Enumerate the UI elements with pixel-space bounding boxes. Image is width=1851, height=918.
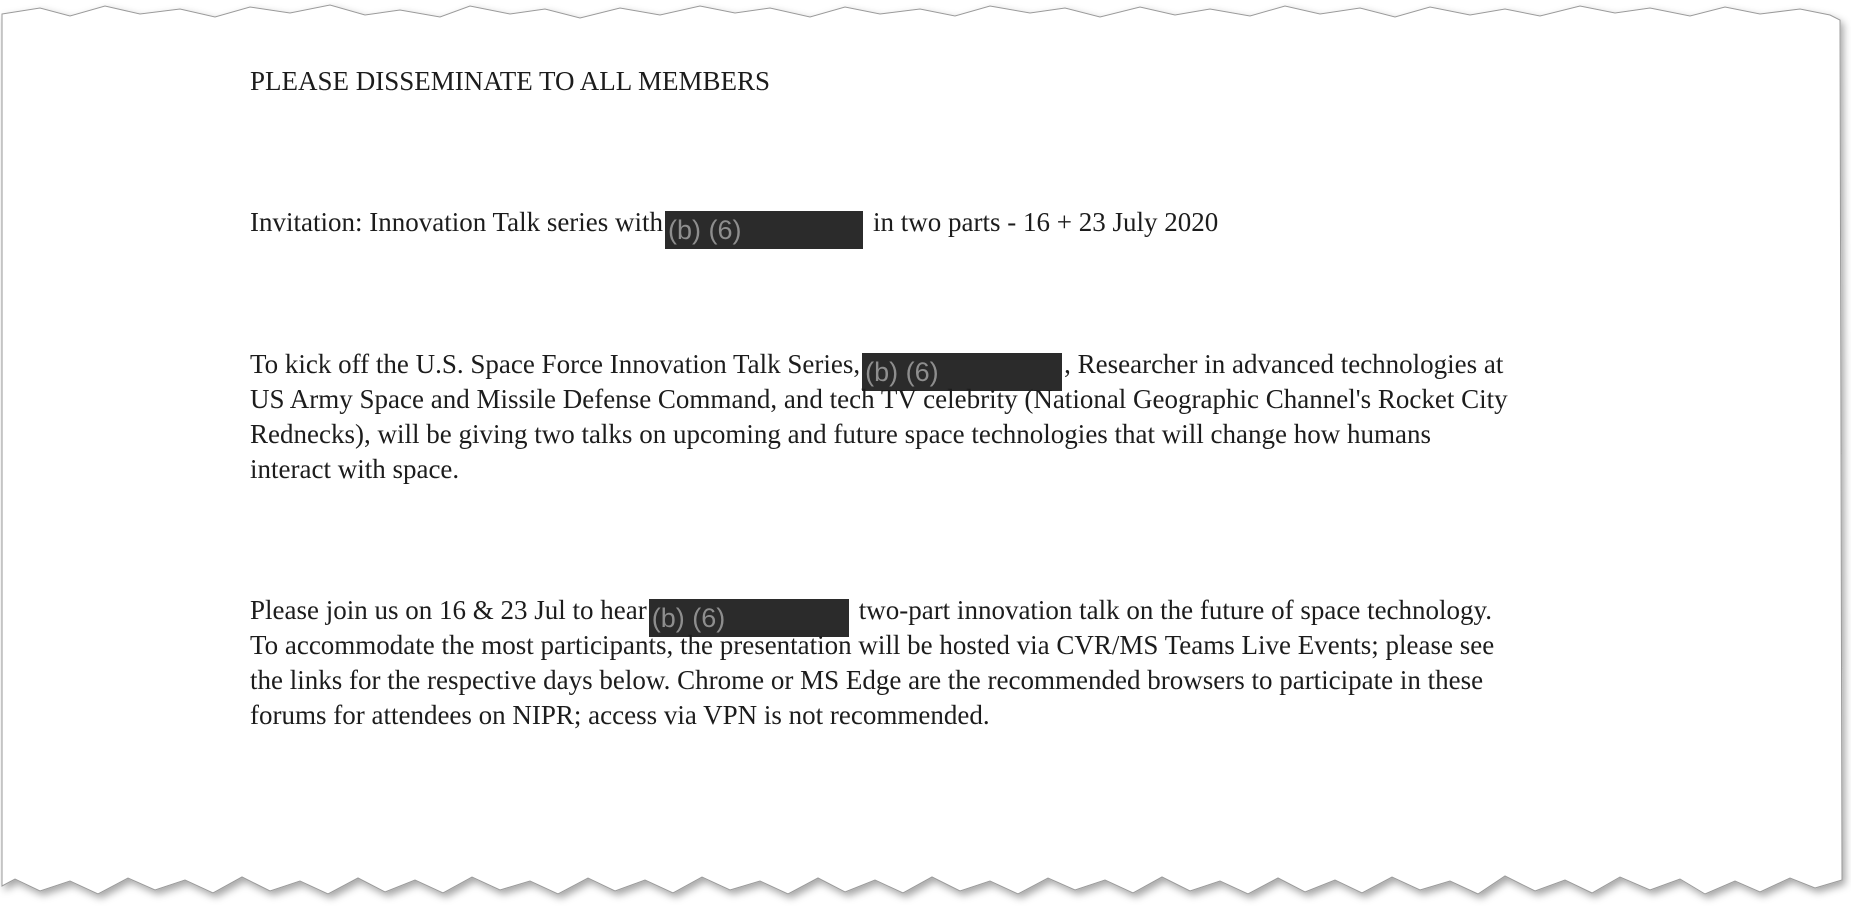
heading-text: PLEASE DISSEMINATE TO ALL MEMBERS	[250, 66, 771, 96]
paragraph-1-line-2	[250, 382, 1508, 417]
paragraph-2-text-after: two-part innovation talk on the future of space technology.	[858, 595, 1493, 625]
paragraph-2-line-3-text: the links for the respective days below. Chrome or MS Edge are the recommended browsers to participate in these	[250, 665, 1484, 695]
document-heading	[250, 64, 770, 99]
paragraph-1-line-2-text: US Army Space and Missile Defense Command, and tech TV celebrity (National Geographic Channel's Rocket City	[250, 384, 1508, 414]
redaction-box: (b) (6)	[862, 353, 1062, 391]
paragraph-1-line-3-text: Rednecks), will be giving two talks on upcoming and future space technologies that will change how humans	[250, 419, 1431, 449]
invitation-line	[250, 205, 1218, 249]
redaction-box: (b) (6)	[649, 599, 849, 637]
paragraph-2-text-before: Please join us on 16 & 23 Jul to hear	[250, 595, 647, 625]
paragraph-2-line-2-text: To accommodate the most participants, the presentation will be hosted via CVR/MS Teams Live Events; please see	[250, 630, 1495, 660]
invitation-text-after: in two parts - 16 + 23 July 2020	[873, 207, 1219, 237]
paragraph-2-line-4-text: forums for attendees on NIPR; access via VPN is not recommended.	[250, 700, 990, 730]
redaction-box: (b) (6)	[665, 211, 863, 249]
paragraph-2-line-3	[250, 663, 1483, 698]
paragraph-1-text-after: , Researcher in advanced technologies at	[1064, 349, 1504, 379]
paragraph-2-line-2	[250, 628, 1494, 663]
paragraph-1-line-3	[250, 417, 1431, 452]
invitation-text-before: Invitation: Innovation Talk series with	[250, 207, 664, 237]
paragraph-1-line-4-text: interact with space.	[250, 454, 460, 484]
paragraph-2-line-4	[250, 698, 990, 733]
paragraph-1-text-before: To kick off the U.S. Space Force Innovation Talk Series,	[250, 349, 861, 379]
paragraph-1-line-4	[250, 452, 459, 487]
